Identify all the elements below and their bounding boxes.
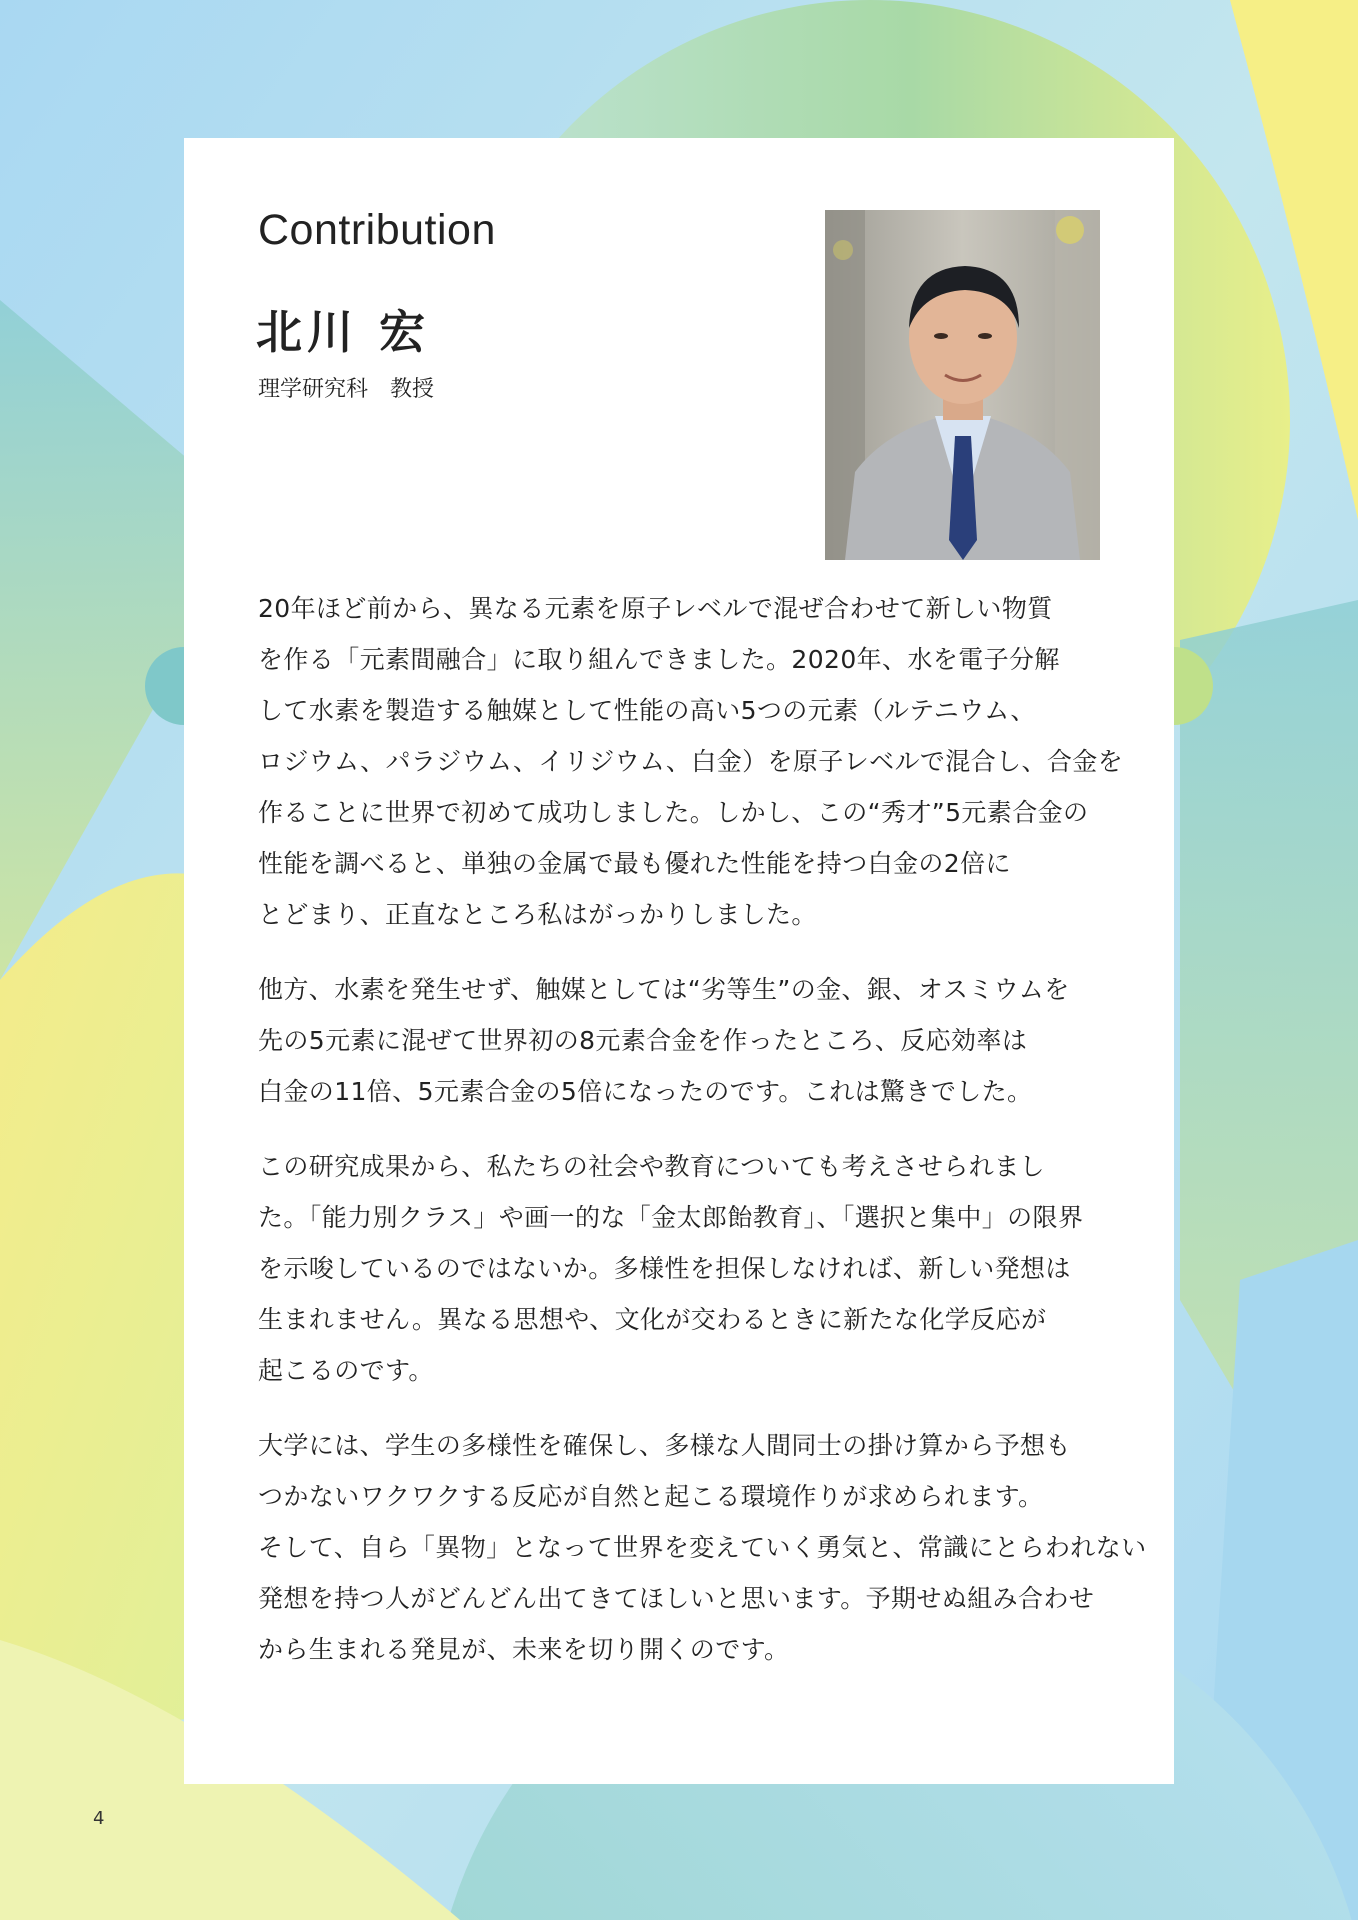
- text-line: そして、自ら「異物」となって世界を変えていく勇気と、常識にとらわれない: [258, 1533, 1147, 1562]
- text-line: 生まれません。異なる思想や、文化が交わるときに新たな化学反応が: [258, 1305, 1047, 1334]
- text-line: 先の5元素に混ぜて世界初の8元素合金を作ったところ、反応効率は: [258, 1026, 1028, 1055]
- author-affiliation: 理学研究科 教授: [258, 377, 435, 402]
- text-line: 他方、水素を発生せず、触媒としては“劣等生”の金、銀、オスミウムを: [258, 975, 1070, 1004]
- author-photo: [825, 210, 1100, 560]
- text-line: つかないワクワクする反応が自然と起こる環境作りが求められます。: [258, 1482, 1044, 1511]
- paragraph: [258, 583, 1124, 940]
- text-line: 作ることに世界で初めて成功しました。しかし、この“秀才”5元素合金の: [258, 798, 1089, 827]
- text-line: た。「能力別クラス」や画一的な「金太郎飴教育」、「選択と集中」の限界: [258, 1203, 1084, 1232]
- text-line: を示唆しているのではないか。多様性を担保しなければ、新しい発想は: [258, 1254, 1071, 1283]
- text-line: ロジウム、パラジウム、イリジウム、白金）を原子レベルで混合し、合金を: [258, 747, 1124, 776]
- page-number: 4: [93, 1808, 105, 1829]
- text-line: を作る「元素間融合」に取り組んできました。2020年、水を電子分解: [258, 645, 1060, 674]
- text-line: 20年ほど前から、異なる元素を原子レベルで混ぜ合わせて新しい物質: [258, 594, 1053, 623]
- author-name: 北川 宏: [256, 305, 431, 359]
- text-line: 発想を持つ人がどんどん出てきてほしいと思います。予期せぬ組み合わせ: [258, 1584, 1095, 1613]
- text-line: 起こるのです。: [258, 1356, 434, 1385]
- text-line: 大学には、学生の多様性を確保し、多様な人間同士の掛け算から予想も: [258, 1431, 1071, 1460]
- paragraph: [258, 1141, 1108, 1396]
- text-line: とどまり、正直なところ私はがっかりしました。: [258, 900, 817, 929]
- article-body: [258, 583, 1147, 1699]
- text-line: 性能を調べると、単独の金属で最も優れた性能を持つ白金の2倍に: [258, 849, 1011, 878]
- text-line: して水素を製造する触媒として性能の高い5つの元素（ルテニウム、: [258, 696, 1036, 725]
- section-label: Contribution: [258, 206, 496, 254]
- text-line: この研究成果から、私たちの社会や教育についても考えさせられまし: [258, 1152, 1045, 1181]
- portrait-illustration: [825, 210, 1100, 560]
- text-line: から生まれる発見が、未来を切り開くのです。: [258, 1635, 790, 1664]
- paragraph: [258, 1420, 1147, 1675]
- text-line: 白金の11倍、5元素合金の5倍になったのです。これは驚きでした。: [258, 1077, 1033, 1106]
- paragraph: [258, 964, 1108, 1117]
